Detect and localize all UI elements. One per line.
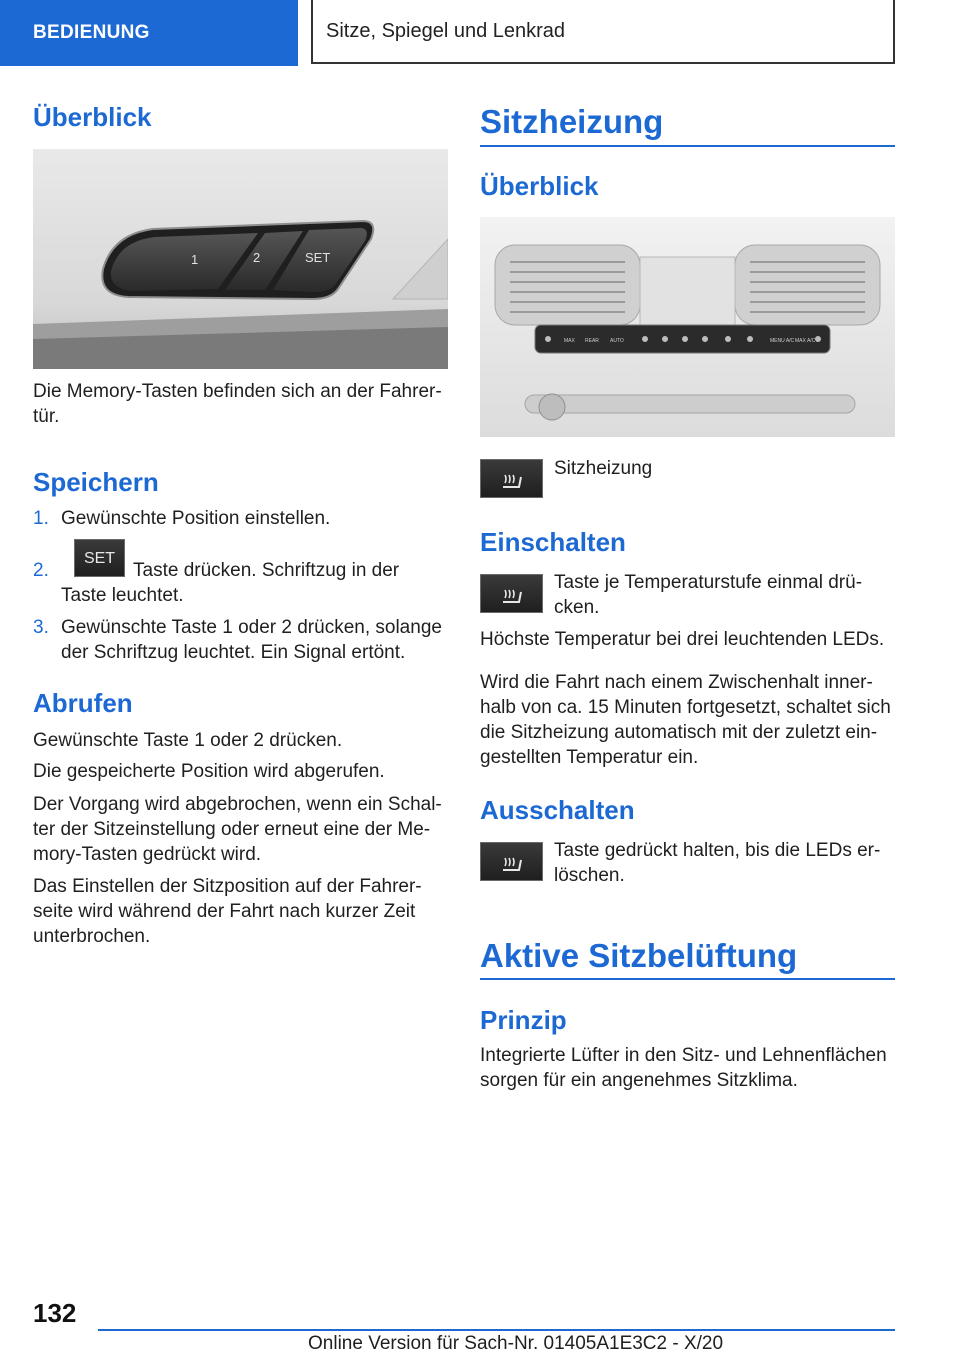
seat-heating-title: Sitzheizung bbox=[480, 103, 664, 140]
climate-console-figure bbox=[480, 217, 895, 437]
seat-ventilation-title: Aktive Sitzbelüftung bbox=[480, 937, 798, 974]
off-heading: Ausschalten bbox=[480, 795, 635, 825]
console-label-rear: REAR bbox=[585, 338, 599, 344]
step-text: Taste drücken. Schriftzug in der bbox=[133, 560, 400, 581]
save-step-1 bbox=[33, 506, 448, 531]
step-number: 1. bbox=[33, 508, 49, 529]
recall-paragraph-2: Die gespeicherte Position wird abgerufen. bbox=[33, 761, 385, 782]
memory-label-2: 2 bbox=[253, 250, 261, 265]
memory-buttons-illustration bbox=[33, 149, 448, 369]
seat-heating-icon bbox=[480, 842, 543, 881]
step-text: der Schriftzug leuchtet. Ein Signal ertönt. bbox=[61, 642, 406, 663]
chapter-tab[interactable]: BEDIENUNG bbox=[0, 0, 298, 66]
title-rule bbox=[480, 145, 895, 147]
memory-buttons-figure bbox=[33, 149, 448, 369]
console-label-menu: MENU A/C bbox=[770, 338, 795, 344]
overview-heading: Überblick bbox=[480, 171, 599, 201]
console-label-max: MAX bbox=[564, 338, 575, 344]
footer-rule bbox=[98, 1329, 895, 1331]
set-button-icon: SET bbox=[74, 539, 125, 577]
principle-text: Integrierte Lüfter in den Sitz- und Lehnenflächen sorgen für ein angenehmes Sitzklima. bbox=[480, 1045, 887, 1091]
page-number: 132 bbox=[33, 1298, 77, 1328]
step-number: 3. bbox=[33, 617, 49, 638]
recall-paragraph-4: Das Einstellen der Sitzposition auf der Fahrer- seite wird während der Fahrt nach kurzer Zeit unterbrochen. bbox=[33, 876, 422, 947]
resume-paragraph: Wird die Fahrt nach einem Zwischenhalt inner- halb von ca. 15 Minuten fortgesetzt, schaltet sich die Sitzheizung automatisch mit der zuletzt ein- gestellten Temperatur ein. bbox=[480, 672, 891, 768]
on-text: Taste je Temperaturstufe einmal drü- cken. bbox=[554, 572, 863, 618]
seat-heating-icon bbox=[480, 574, 543, 613]
memory-caption: Die Memory-Tasten befinden sich an der Fahrer- tür. bbox=[33, 381, 442, 427]
online-version-text: Online Version für Sach-Nr. 01405A1E3C2 - X/20 bbox=[308, 1333, 724, 1354]
save-heading: Speichern bbox=[33, 467, 159, 497]
memory-label-1: 1 bbox=[191, 252, 199, 267]
on-note: Höchste Temperatur bei drei leuchtenden LEDs. bbox=[480, 629, 885, 650]
off-text: Taste gedrückt halten, bis die LEDs er- löschen. bbox=[554, 840, 881, 886]
on-heading: Einschalten bbox=[480, 527, 626, 557]
seat-heating-icon bbox=[480, 459, 543, 498]
recall-paragraph-1: Gewünschte Taste 1 oder 2 drücken. bbox=[33, 730, 343, 751]
step-text: Gewünschte Position einstellen. bbox=[61, 508, 331, 529]
step-number: 2. bbox=[33, 560, 49, 581]
save-step-2 bbox=[33, 539, 448, 606]
step-text: Taste leuchtet. bbox=[61, 585, 184, 606]
console-label-max-ac: MAX A/C bbox=[795, 338, 816, 344]
page-header bbox=[0, 0, 960, 66]
icon-label: Sitzheizung bbox=[554, 458, 653, 479]
section-title: Sitze, Spiegel und Lenkrad bbox=[311, 0, 895, 64]
principle-heading: Prinzip bbox=[480, 1005, 567, 1035]
title-rule bbox=[480, 978, 895, 980]
overview-heading: Überblick bbox=[33, 102, 152, 132]
recall-heading: Abrufen bbox=[33, 688, 133, 718]
recall-paragraph-3: Der Vorgang wird abgebrochen, wenn ein Schal- ter der Sitzeinstellung oder erneut eine der Me- mory-Tasten gedrückt wird. bbox=[33, 794, 442, 865]
climate-console-illustration bbox=[480, 217, 895, 437]
console-label-auto: AUTO bbox=[610, 338, 624, 344]
memory-label-set: SET bbox=[305, 250, 331, 265]
step-text: Gewünschte Taste 1 oder 2 drücken, solange bbox=[61, 617, 442, 638]
save-step-3 bbox=[33, 615, 448, 665]
